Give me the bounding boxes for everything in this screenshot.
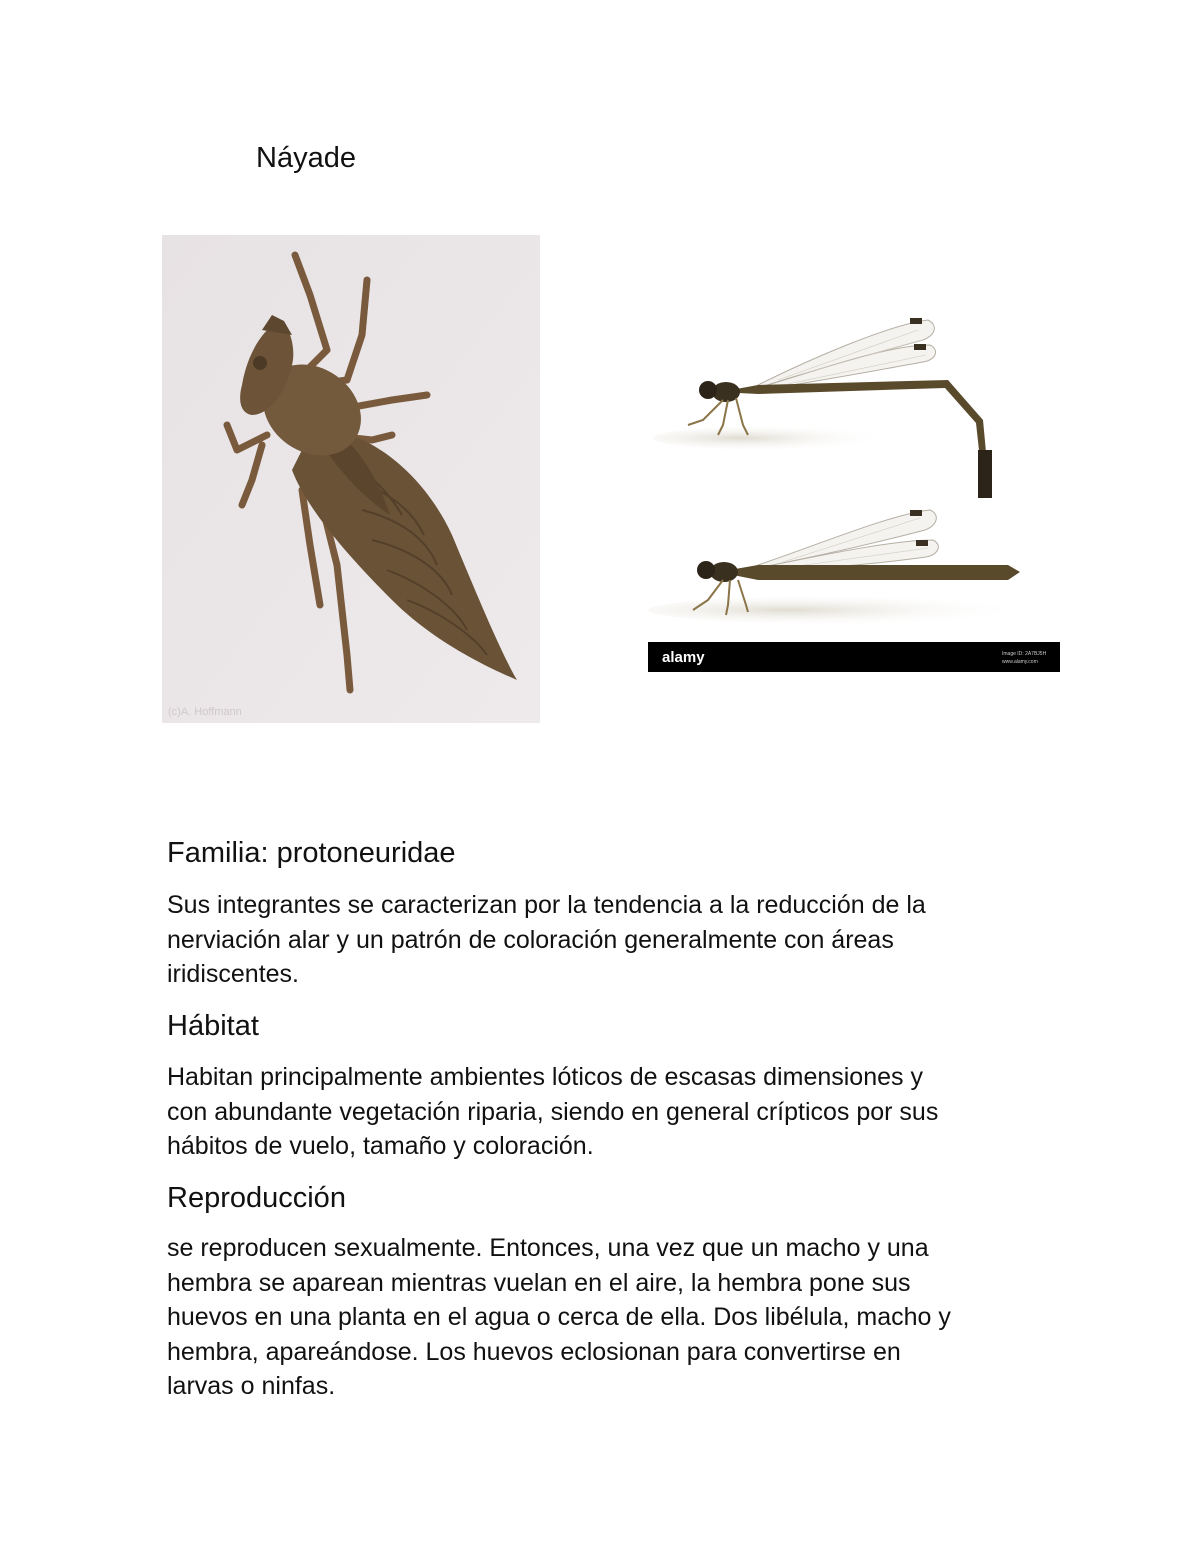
familia-line: nerviación alar y un patrón de coloración generalmente con áreas bbox=[167, 925, 894, 954]
habitat-line: con abundante vegetación riparia, siendo en general crípticos por sus bbox=[167, 1097, 939, 1126]
damselfly-photo bbox=[648, 300, 1060, 672]
familia-paragraph bbox=[167, 888, 1047, 992]
habitat-line: hábitos de vuelo, tamaño y coloración. bbox=[167, 1132, 594, 1160]
reproduccion-line: huevos en una planta en el agua o cerca de ella. Dos libélula, macho y bbox=[167, 1303, 951, 1331]
alamy-watermark-logo: alamy bbox=[662, 649, 705, 666]
reproduccion-line: larvas o ninfas. bbox=[167, 1372, 336, 1400]
dragonfly-nymph-photo bbox=[162, 235, 540, 723]
reproduccion-line: se reproducen sexualmente. Entonces, una vez que un macho y una bbox=[167, 1234, 929, 1262]
reproduccion-paragraph bbox=[167, 1231, 1047, 1404]
reproduccion-heading: Reproducción bbox=[167, 1182, 346, 1214]
nymph-watermark: (c)A. Hoffmann bbox=[168, 706, 242, 718]
familia-heading: Familia: protoneuridae bbox=[167, 837, 456, 869]
alamy-url: www.alamy.com bbox=[1002, 659, 1038, 665]
habitat-paragraph bbox=[167, 1060, 1047, 1164]
alamy-image-id: Image ID: 2A7BJ5H bbox=[1002, 651, 1047, 657]
reproduccion-line: hembra se aparean mientras vuelan en el aire, la hembra pone sus bbox=[167, 1268, 911, 1297]
familia-line: Sus integrantes se caracterizan por la tendencia a la reducción de la bbox=[167, 891, 926, 919]
habitat-line: Habitan principalmente ambientes lóticos de escasas dimensiones y bbox=[167, 1063, 923, 1091]
page-title: Náyade bbox=[256, 142, 356, 174]
habitat-heading: Hábitat bbox=[167, 1010, 259, 1042]
reproduccion-line: hembra, apareándose. Los huevos eclosionan para convertirse en bbox=[167, 1337, 901, 1366]
familia-line: iridiscentes. bbox=[167, 960, 299, 988]
